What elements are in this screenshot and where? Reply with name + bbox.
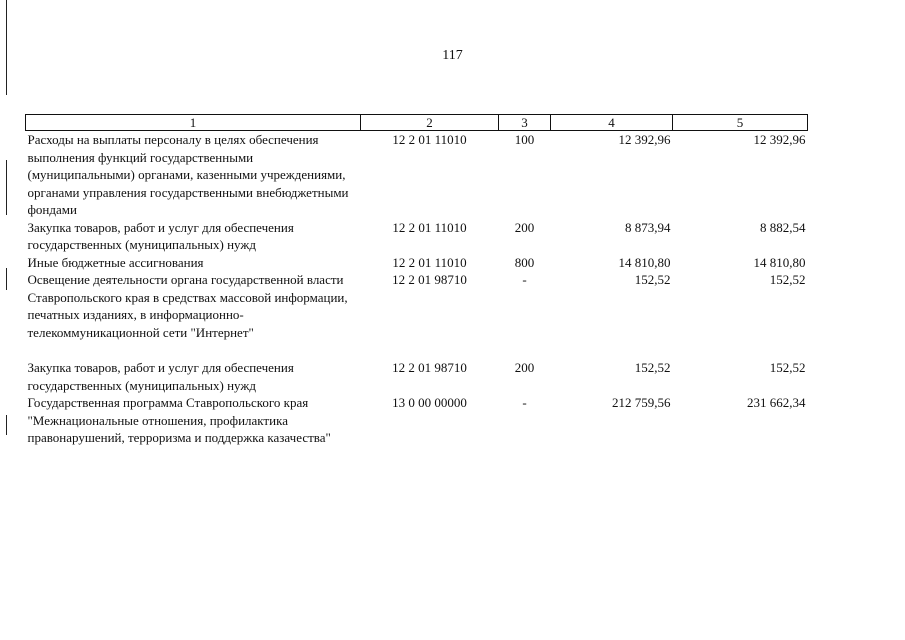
row-target-code: 12 2 01 98710	[392, 360, 467, 375]
spacer-row	[26, 341, 808, 359]
row-target-code: 12 2 01 98710	[392, 272, 467, 287]
row-expense-type: 800	[514, 254, 535, 270]
row-amount-2: 12 392,96	[753, 132, 806, 147]
scan-edge-line	[6, 415, 7, 435]
table-body	[26, 131, 808, 447]
row-name: Освещение деятельности органа государственной власти Ставропольского края в средствах массовой информации, печатных изданиях, в информационно-телекоммуникационной сети "Интернет"	[27, 272, 348, 340]
row-name: Закупка товаров, работ и услуг для обеспечения государственных (муниципальных) нужд	[27, 360, 294, 393]
table-row	[26, 359, 808, 394]
row-expense-type: 100	[514, 132, 535, 147]
row-amount-1: 8 873,94	[625, 219, 671, 235]
row-amount-2: 231 662,34	[747, 395, 806, 410]
row-amount-1: 152,52	[634, 272, 671, 287]
row-name: Иные бюджетные ассигнования	[27, 254, 204, 270]
column-header-4: 4	[551, 115, 673, 131]
column-header-1: 1	[26, 115, 361, 131]
row-expense-type: -	[522, 272, 527, 287]
scan-edge-line	[6, 268, 7, 290]
column-header-2: 2	[361, 115, 499, 131]
row-name: Закупка товаров, работ и услуг для обеспечения государственных (муниципальных) нужд	[27, 219, 294, 252]
table-header	[26, 115, 808, 131]
row-amount-1: 152,52	[634, 360, 671, 375]
row-target-code: 12 2 01 11010	[392, 254, 467, 270]
row-amount-2: 14 810,80	[753, 254, 806, 270]
row-amount-1: 14 810,80	[618, 254, 671, 270]
row-amount-2: 8 882,54	[760, 219, 806, 235]
row-target-code: 13 0 00 00000	[392, 395, 467, 410]
scan-edge-line	[6, 160, 7, 215]
row-expense-type: 200	[514, 360, 535, 375]
row-expense-type: 200	[514, 219, 535, 235]
table-row	[26, 271, 808, 341]
row-amount-2: 152,52	[769, 272, 806, 287]
row-name: Расходы на выплаты персоналу в целях обеспечения выполнения функций государственными (муниципальными) органами, казенными учреждениями, органами управления государственными внебюджетными фондами	[27, 132, 349, 217]
table-row	[26, 394, 808, 447]
column-header-5: 5	[673, 115, 808, 131]
page-number: 117	[442, 48, 463, 63]
column-header-3: 3	[499, 115, 551, 131]
row-amount-1: 12 392,96	[618, 132, 671, 147]
header-row	[26, 115, 808, 131]
row-amount-2: 152,52	[769, 360, 806, 375]
budget-table	[25, 114, 808, 447]
row-expense-type: -	[522, 395, 527, 410]
row-name: Государственная программа Ставропольского края "Межнациональные отношения, профилактика правонарушений, терроризма и поддержка казачества"	[27, 395, 331, 445]
row-target-code: 12 2 01 11010	[392, 132, 467, 147]
table-row	[26, 131, 808, 219]
table-row	[26, 254, 808, 272]
row-amount-1: 212 759,56	[612, 395, 671, 410]
row-target-code: 12 2 01 11010	[392, 219, 467, 235]
table-row	[26, 219, 808, 254]
